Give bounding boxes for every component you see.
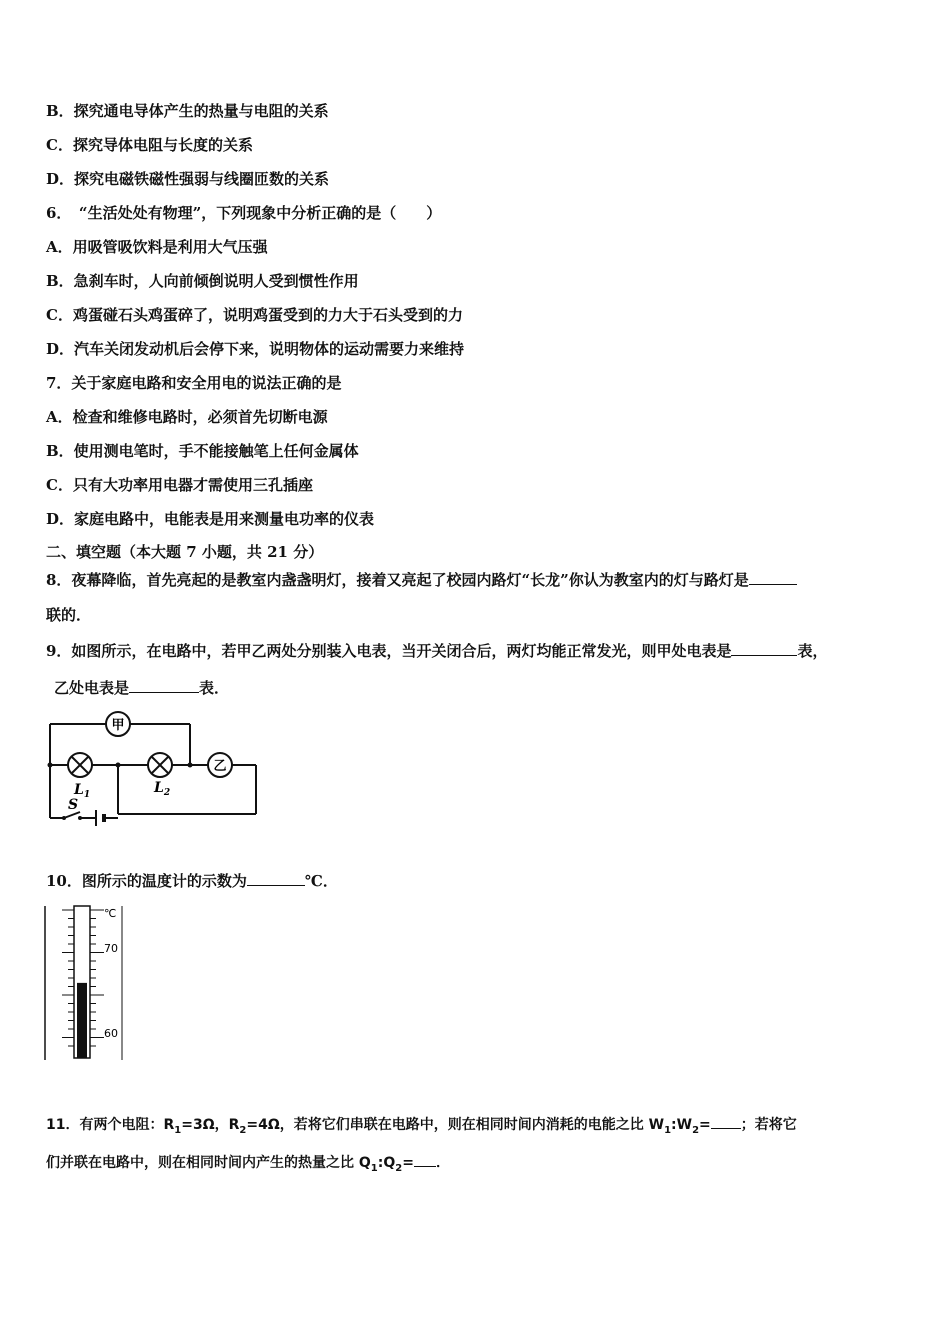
mercury-column (77, 983, 87, 1058)
option-d-q7: D．家庭电路中，电能表是用来测量电功率的仪表 (46, 510, 375, 528)
answer-blank (731, 640, 797, 656)
question-10 (46, 870, 338, 891)
question-9-text: 表． (199, 679, 230, 697)
option-a-q7: A．检查和维修电路时，必须首先切断电源 (46, 408, 328, 426)
question-10-text: 10．图所示的温度计的示数为 (46, 872, 247, 890)
question-6: 6． “生活处处有物理”，下列现象中分析正确的是（ ） (46, 204, 442, 222)
answer-blank (247, 870, 305, 886)
subscript: 2 (239, 1124, 247, 1136)
subscript: 2 (692, 1124, 700, 1136)
question-11-text: =4Ω，若将它们串联在电路中，则在相同时间内消耗的电能之比 W (246, 1117, 665, 1133)
question-11-text: :Q (377, 1155, 396, 1171)
subscript: 1 (370, 1162, 378, 1174)
subscript: 2 (395, 1162, 403, 1174)
question-8-cont: 联的． (46, 606, 92, 624)
switch-label: S (68, 797, 79, 813)
meter-yi (208, 753, 232, 777)
unit-label: ℃ (104, 907, 117, 920)
question-11-text: = (699, 1117, 711, 1133)
option-c-q5: C．探究导体电阻与长度的关系 (46, 136, 253, 154)
question-11-text: = (402, 1155, 414, 1171)
question-11 (46, 1113, 797, 1141)
question-11-cont (46, 1151, 450, 1179)
lamp-l1-label: $L_1$ (74, 782, 91, 800)
subscript: 1 (664, 1124, 672, 1136)
option-c-q7: C．只有大功率用电器才需使用三孔插座 (46, 476, 313, 494)
question-9-text: 表， (797, 642, 828, 660)
answer-blank (414, 1151, 436, 1167)
answer-blank (749, 569, 797, 585)
question-11-text: 11．有两个电阻：R (46, 1117, 175, 1133)
question-9-text: 9．如图所示，在电路中，若甲乙两处分别装入电表，当开关闭合后，两灯均能正常发光，则甲处电表是 (46, 642, 732, 660)
thermometer (42, 902, 126, 1062)
lamp-l2 (148, 753, 172, 777)
option-b-q5: B．探究通电导体产生的热量与电阻的关系 (46, 102, 329, 120)
label-60: 60 (104, 1027, 118, 1040)
option-c-q6: C．鸡蛋碰石头鸡蛋碎了，说明鸡蛋受到的力大于石头受到的力 (46, 306, 463, 324)
meter-jia-label: 甲 (111, 718, 125, 733)
question-11-text: =3Ω，R (181, 1117, 240, 1133)
question-7: 7．关于家庭电路和安全用电的说法正确的是 (46, 374, 342, 392)
option-d-q6: D．汽车关闭发动机后会停下来，说明物体的运动需要力来维持 (46, 340, 465, 358)
meter-jia (106, 712, 130, 736)
circuit-diagram (44, 708, 264, 836)
option-a-q6: A．用吸管吸饮料是利用大气压强 (46, 238, 268, 256)
question-11-text: ． (435, 1155, 450, 1171)
lamp-l1 (68, 753, 92, 777)
section-heading: 二、填空题（本大题 7 小题，共 21 分） (46, 543, 324, 561)
lamp-l2-label: $L_2$ (154, 780, 171, 798)
option-b-q7: B．使用测电笔时，手不能接触笔上任何金属体 (46, 442, 359, 460)
question-9 (46, 640, 827, 661)
question-10-text: ℃． (304, 872, 338, 890)
answer-blank (711, 1113, 741, 1129)
meter-yi-label: 乙 (213, 759, 227, 774)
question-9-cont (54, 677, 229, 698)
label-70: 70 (104, 942, 118, 955)
option-d-q5: D．探究电磁铁磁性强弱与线圈匝数的关系 (46, 170, 330, 188)
question-11-text: ；若将它 (740, 1117, 797, 1133)
question-9-text: 乙处电表是 (54, 679, 130, 697)
answer-blank (129, 677, 199, 693)
question-8 (46, 569, 797, 590)
question-8-text: 8．夜幕降临，首先亮起的是教室内盏盏明灯，接着又亮起了校园内路灯“长龙”你认为教室内的灯与路灯是 (46, 571, 749, 589)
question-11-text: 们并联在电路中，则在相同时间内产生的热量之比 Q (46, 1155, 371, 1171)
subscript: 1 (174, 1124, 182, 1136)
option-b-q6: B．急刹车时，人向前倾倒说明人受到惯性作用 (46, 272, 359, 290)
question-11-text: :W (671, 1117, 693, 1133)
